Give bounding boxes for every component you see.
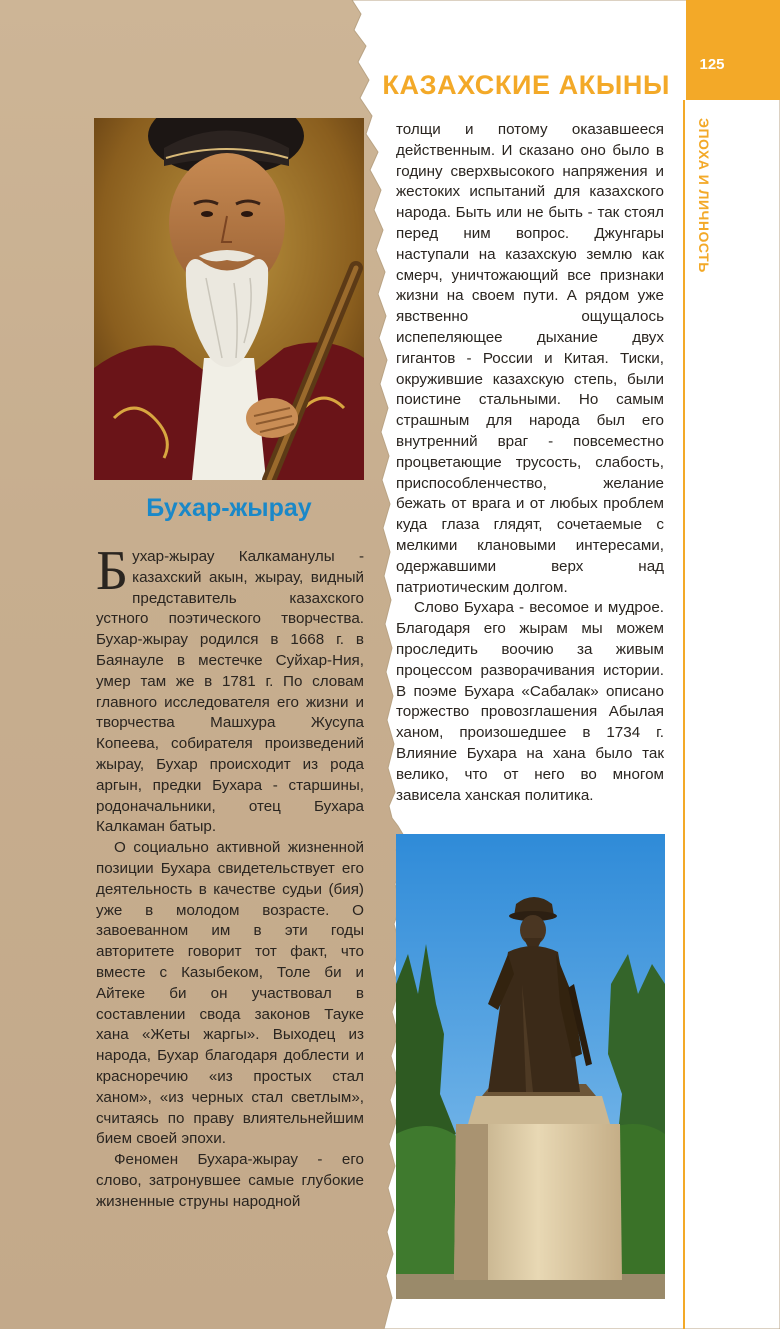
portrait-image — [94, 118, 364, 480]
paragraph-1 — [96, 540, 364, 838]
portrait-illustration — [94, 118, 364, 480]
right-text-column — [396, 120, 664, 806]
section-label: ЭПОХА И ЛИЧНОСТЬ — [696, 118, 712, 273]
paragraph-3: Феномен Бухара-жырау - его слово, затронувшее самые глубокие жизненные струны народной — [96, 1151, 364, 1210]
side-rule — [683, 100, 685, 1329]
page-number: 125 — [699, 56, 725, 73]
statue-illustration — [396, 834, 665, 1299]
page-heading: КАЗАХСКИЕ АКЫНЫ — [382, 70, 670, 100]
paragraph-2: О социально активной жизненной позиции Бухара свидетельствует его деятельность в качестве судьи (бия) уже в молодом возрасте. О завоеванном им в эти годы авторитете говорит тот факт, что вместе с Казыбеком, Толе би и Айтеке би он участвовал в составлении свода законов Тауке хана «Жеты жаргы». Выходец из народа, Бухар благодаря доблести и красноречию «из простых стал ханом», «из черных стал светлым», считаясь по праву влиятельнейшим бием своей эпохи. — [96, 839, 364, 1148]
paragraph-1-text: ухар-жырау Калкаманулы - казахский акын, жырау, видный представитель казахского устного поэтического творчества. Бухар-жырау родился в 1668 г. в Баянауле в местечке Суйхар-Ния, умер там же в 1781 г. По словам главного исследователя его жизни и творчества Машхура Жусупа Копеева, собирателя произведений жырау, Бухар происходит из рода аргын, предки Бухара - старшины, родоначальники, отец Бухара Калкаман батыр. — [96, 548, 364, 836]
poet-name-title: Бухар-жырау — [146, 494, 312, 522]
left-text-column — [96, 540, 364, 1213]
paragraph-4: толщи и потому оказавшееся действенным. И сказано оно было в годину сверхвысокого напряжения и жестоких испытаний для казахского народа. Быть или не быть - так стоял перед ним вопрос. Джунгары наступали на казахскую землю как смерч, уничтожающий все признаки жизни на своем пути. А рядом уже явственно ощущалось испепеляющее дыхание двух гигантов - России и Китая. Тиски, окружившие казахскую степь, были поистине стальными. Но самым страшным для народа был его внутренний враг - повсеместно процветающие трусость, слабость, приспособленчество, желание бежать от врага и от любых проблем куда глаза глядят, сочетаемые с мелкими клановыми интересами, одержавшими верх над патриотическим долгом. — [396, 121, 664, 596]
page-number-tab — [686, 0, 780, 100]
paragraph-5: Слово Бухара - весомое и мудрое. Благодаря его жырам мы можем проследить воочию за живым процессом разворачивания истории. В поэме Бухара «Сабалак» описано торжество провозглашения Абылая ханом, произошедшее в 1734 г. Влияние Бухара на хана было так велико, что от него во многом зависела ханская политика. — [396, 599, 664, 804]
statue-photo — [396, 834, 665, 1299]
drop-cap: Б — [96, 540, 129, 602]
